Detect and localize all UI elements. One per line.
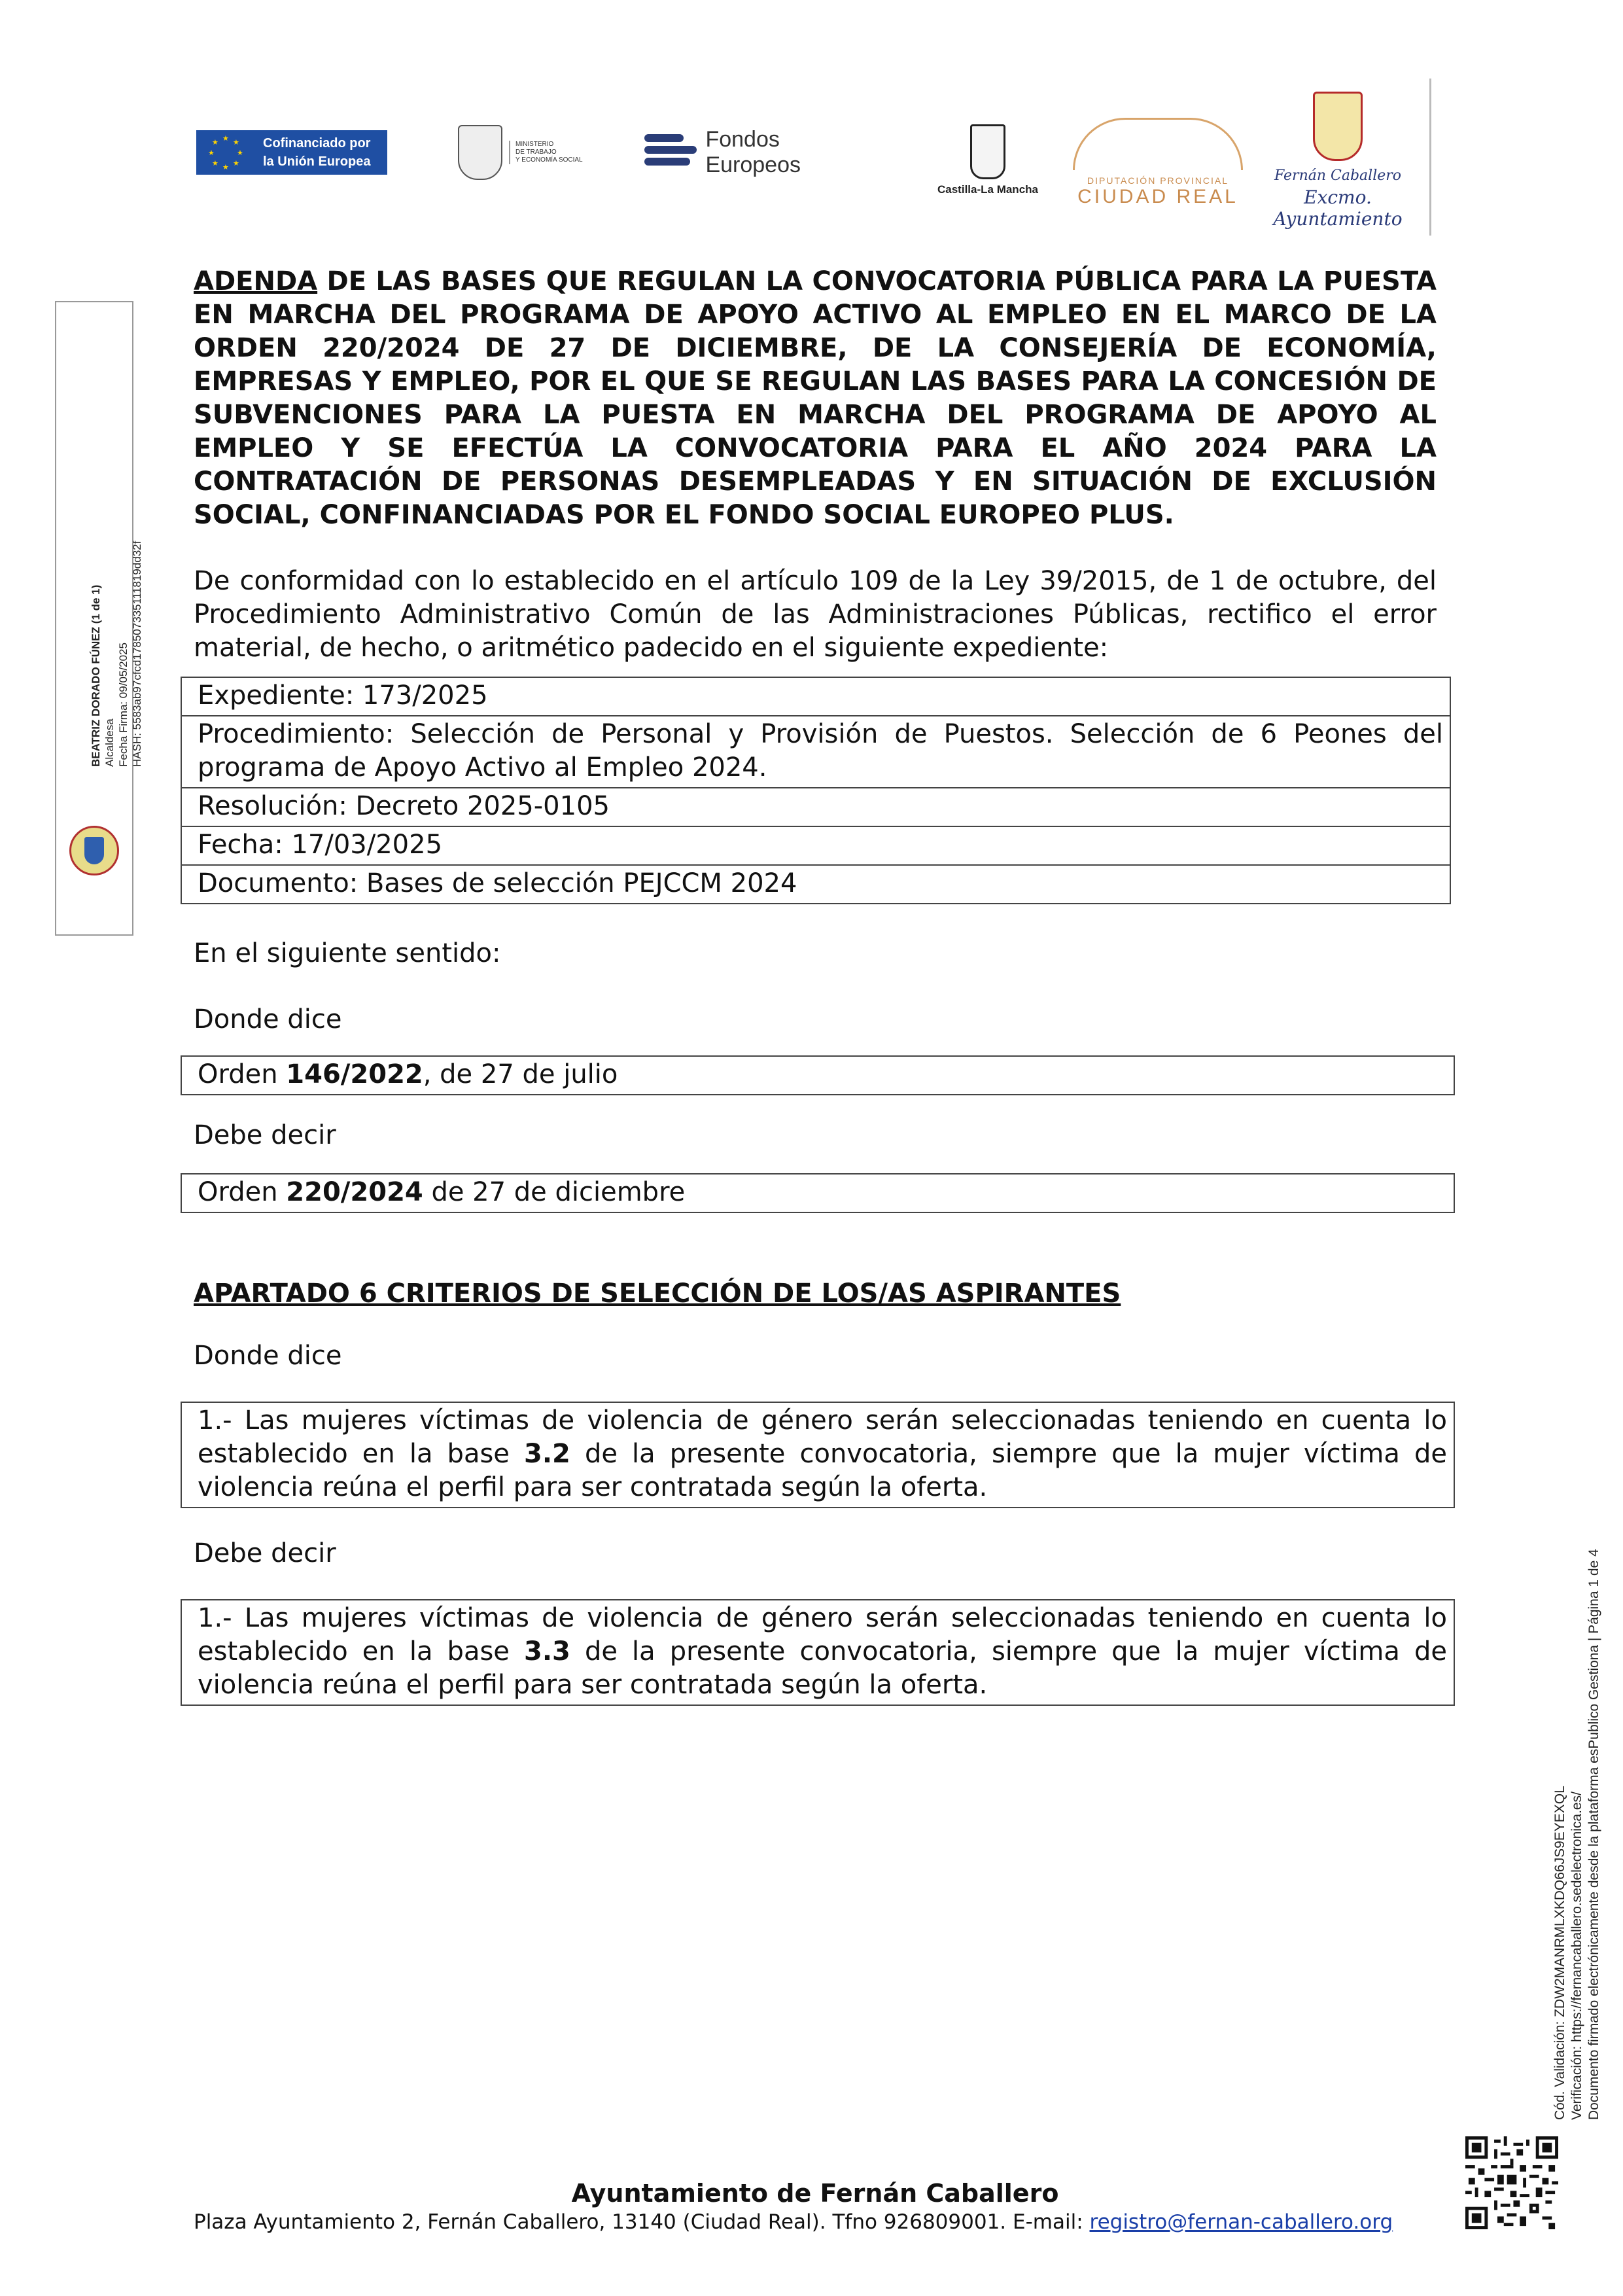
clm-text: Castilla-La Mancha bbox=[937, 183, 1038, 196]
clm-shield-icon bbox=[970, 124, 1005, 179]
footer-address bbox=[194, 2209, 1437, 2235]
fondos-europeos-logo bbox=[644, 127, 880, 177]
orden-old-pre: Orden bbox=[198, 1059, 287, 1089]
eu-logo-line2: la Unión Europea bbox=[263, 154, 371, 169]
diputacion-line1: DIPUTACIÓN PROVINCIAL bbox=[1087, 175, 1229, 186]
criterio-new-base: 3.3 bbox=[524, 1636, 570, 1667]
document-title bbox=[194, 265, 1437, 532]
footer-email-link[interactable]: registro@fernan-caballero.org bbox=[1089, 2210, 1393, 2234]
validation-code: Cód. Validación: ZDW2MANRMLXKDQ66JS9EYEXQL bbox=[1552, 1786, 1567, 2120]
criterio-new-box bbox=[181, 1599, 1455, 1706]
expediente-table bbox=[181, 677, 1451, 904]
municipal-emblem-icon bbox=[69, 826, 119, 875]
intro-paragraph: De conformidad con lo establecido en el artículo 109 de la Ley 39/2015, de 1 de octubre, del Procedimiento Administrativo Común de las Administraciones Públicas, rectifico el error material, de hecho, o aritmético padecido en el siguiente expediente: bbox=[194, 566, 1437, 663]
eu-flag-icon: ★ ★ ★ ★ ★ ★ ★ ★ bbox=[196, 130, 256, 175]
ayuntamiento-line1: Fernán Caballero bbox=[1274, 168, 1402, 184]
ayuntamiento-shield-icon bbox=[1313, 92, 1363, 161]
diputacion-arch-icon bbox=[1073, 118, 1243, 170]
orden-new-pre: Orden bbox=[198, 1177, 287, 1207]
ministry-line2: DE TRABAJO bbox=[515, 149, 557, 156]
signer-role: Alcaldesa bbox=[103, 718, 116, 767]
sentido-text: En el siguiente sentido: bbox=[194, 938, 501, 968]
ayuntamiento-logo bbox=[1253, 92, 1423, 229]
page-footer bbox=[194, 2178, 1437, 2235]
orden-new-number: 220/2024 bbox=[286, 1177, 423, 1207]
header-divider bbox=[1429, 79, 1431, 236]
header-logos bbox=[190, 72, 1446, 229]
diputacion-logo bbox=[1070, 118, 1246, 209]
signature-hash: HASH: 5583ab97cfcd178507335111819dd32f bbox=[131, 540, 143, 767]
ministry-line3: Y ECONOMÍA SOCIAL bbox=[515, 156, 583, 164]
donde-dice-label-1: Donde dice bbox=[194, 1004, 342, 1034]
signer-name: BEATRIZ DORADO FÚNEZ (1 de 1) bbox=[90, 584, 102, 767]
document-body bbox=[194, 265, 1447, 1706]
orden-old-post: , de 27 de julio bbox=[423, 1059, 618, 1089]
criterio-old-post: de la presente convocatoria, siempre que la mujer víctima de violencia reúna el perfil para ser contratada según la oferta. bbox=[198, 1439, 1447, 1502]
expediente-row: Expediente: 173/2025 bbox=[198, 680, 488, 711]
castilla-la-mancha-logo bbox=[926, 124, 1050, 203]
resolucion-row: Resolución: Decreto 2025-0105 bbox=[182, 787, 1450, 826]
eu-logo-line1: Cofinanciado por bbox=[263, 136, 371, 150]
ayuntamiento-line2: Excmo. Ayuntamiento bbox=[1273, 186, 1403, 230]
title-adenda: ADENDA bbox=[194, 266, 318, 296]
fondos-europeos-icon bbox=[644, 132, 696, 173]
spain-shield-icon bbox=[458, 125, 502, 180]
ministry-line1: MINISTERIO bbox=[515, 141, 554, 148]
documento-row: Documento: Bases de selección PEJCCM 2024 bbox=[182, 864, 1450, 903]
footer-address-text: Plaza Ayuntamiento 2, Fernán Caballero, 13140 (Ciudad Real). Tfno 926809001. E-mail: bbox=[194, 2210, 1090, 2234]
validation-platform: Documento firmado electrónicamente desde la plataforma esPublico Gestiona | Página 1 de 4 bbox=[1586, 1549, 1601, 2120]
procedimiento-row: Procedimiento: Selección de Personal y Provisión de Puestos. Selección de 6 Peones del programa de Apoyo Activo al Empleo 2024. bbox=[182, 715, 1450, 787]
orden-new-box bbox=[181, 1173, 1455, 1213]
orden-old-number: 146/2022 bbox=[286, 1059, 423, 1089]
debe-decir-label-1: Debe decir bbox=[194, 1120, 336, 1150]
orden-new-post: de 27 de diciembre bbox=[423, 1177, 686, 1207]
footer-organization: Ayuntamiento de Fernán Caballero bbox=[571, 2179, 1059, 2208]
signature-date: Fecha Firma: 09/05/2025 bbox=[117, 643, 130, 767]
fondos-europeos-text: Fondos Europeos bbox=[705, 127, 801, 177]
debe-decir-label-2: Debe decir bbox=[194, 1538, 336, 1568]
diputacion-line2: CIUDAD REAL bbox=[1077, 186, 1238, 207]
criterio-new-post: de la presente convocatoria, siempre que la mujer víctima de violencia reúna el perfil para ser contratada según la oferta. bbox=[198, 1636, 1447, 1700]
title-rest: DE LAS BASES QUE REGULAN LA CONVOCATORIA PÚBLICA PARA LA PUESTA EN MARCHA DEL PROGRAMA DE APOYO ACTIVO AL EMPLEO EN EL MARCO DE LA ORDEN 220/2024 DE 27 DE DICIEMBRE, DE LA CONSEJERÍA DE ECONOMÍA, EMPRESAS Y EMPLEO, POR EL QUE SE REGULAN LAS BASES PARA LA CONCESIÓN DE SUBVENCIONES PARA LA PUESTA EN MARCHA DEL PROGRAMA DE APOYO AL EMPLEO Y SE EFECTÚA LA CONVOCATORIA PARA EL AÑO 2024 PARA LA CONTRATACIÓN DE PERSONAS DESEMPLEADAS Y EN SITUACIÓN DE EXCLUSIÓN SOCIAL, CONFINANCIADAS POR EL FONDO SOCIAL EUROPEO PLUS. bbox=[194, 266, 1437, 530]
fecha-row: Fecha: 17/03/2025 bbox=[182, 826, 1450, 864]
validation-url: Verificación: https://fernancaballero.sedelectronica.es/ bbox=[1569, 1792, 1584, 2120]
criterio-new-pre: 1.- Las mujeres víctimas de violencia de género serán seleccionadas teniendo en cuenta lo establecido en la base bbox=[198, 1603, 1447, 1667]
eu-cofunding-logo bbox=[196, 128, 393, 177]
signature-stamp bbox=[55, 301, 143, 936]
qr-code-icon bbox=[1465, 2136, 1558, 2229]
orden-old-box bbox=[181, 1055, 1455, 1095]
signature-text bbox=[89, 466, 144, 767]
criterio-old-base: 3.2 bbox=[524, 1439, 570, 1469]
donde-dice-label-2: Donde dice bbox=[194, 1341, 342, 1371]
section6-heading: APARTADO 6 CRITERIOS DE SELECCIÓN DE LOS/AS ASPIRANTES bbox=[194, 1279, 1121, 1309]
criterio-old-box bbox=[181, 1402, 1455, 1508]
validation-text bbox=[1552, 1433, 1603, 2120]
criterio-old-pre: 1.- Las mujeres víctimas de violencia de género serán seleccionadas teniendo en cuenta lo establecido en la base bbox=[198, 1405, 1447, 1469]
ministry-logo bbox=[458, 123, 615, 182]
